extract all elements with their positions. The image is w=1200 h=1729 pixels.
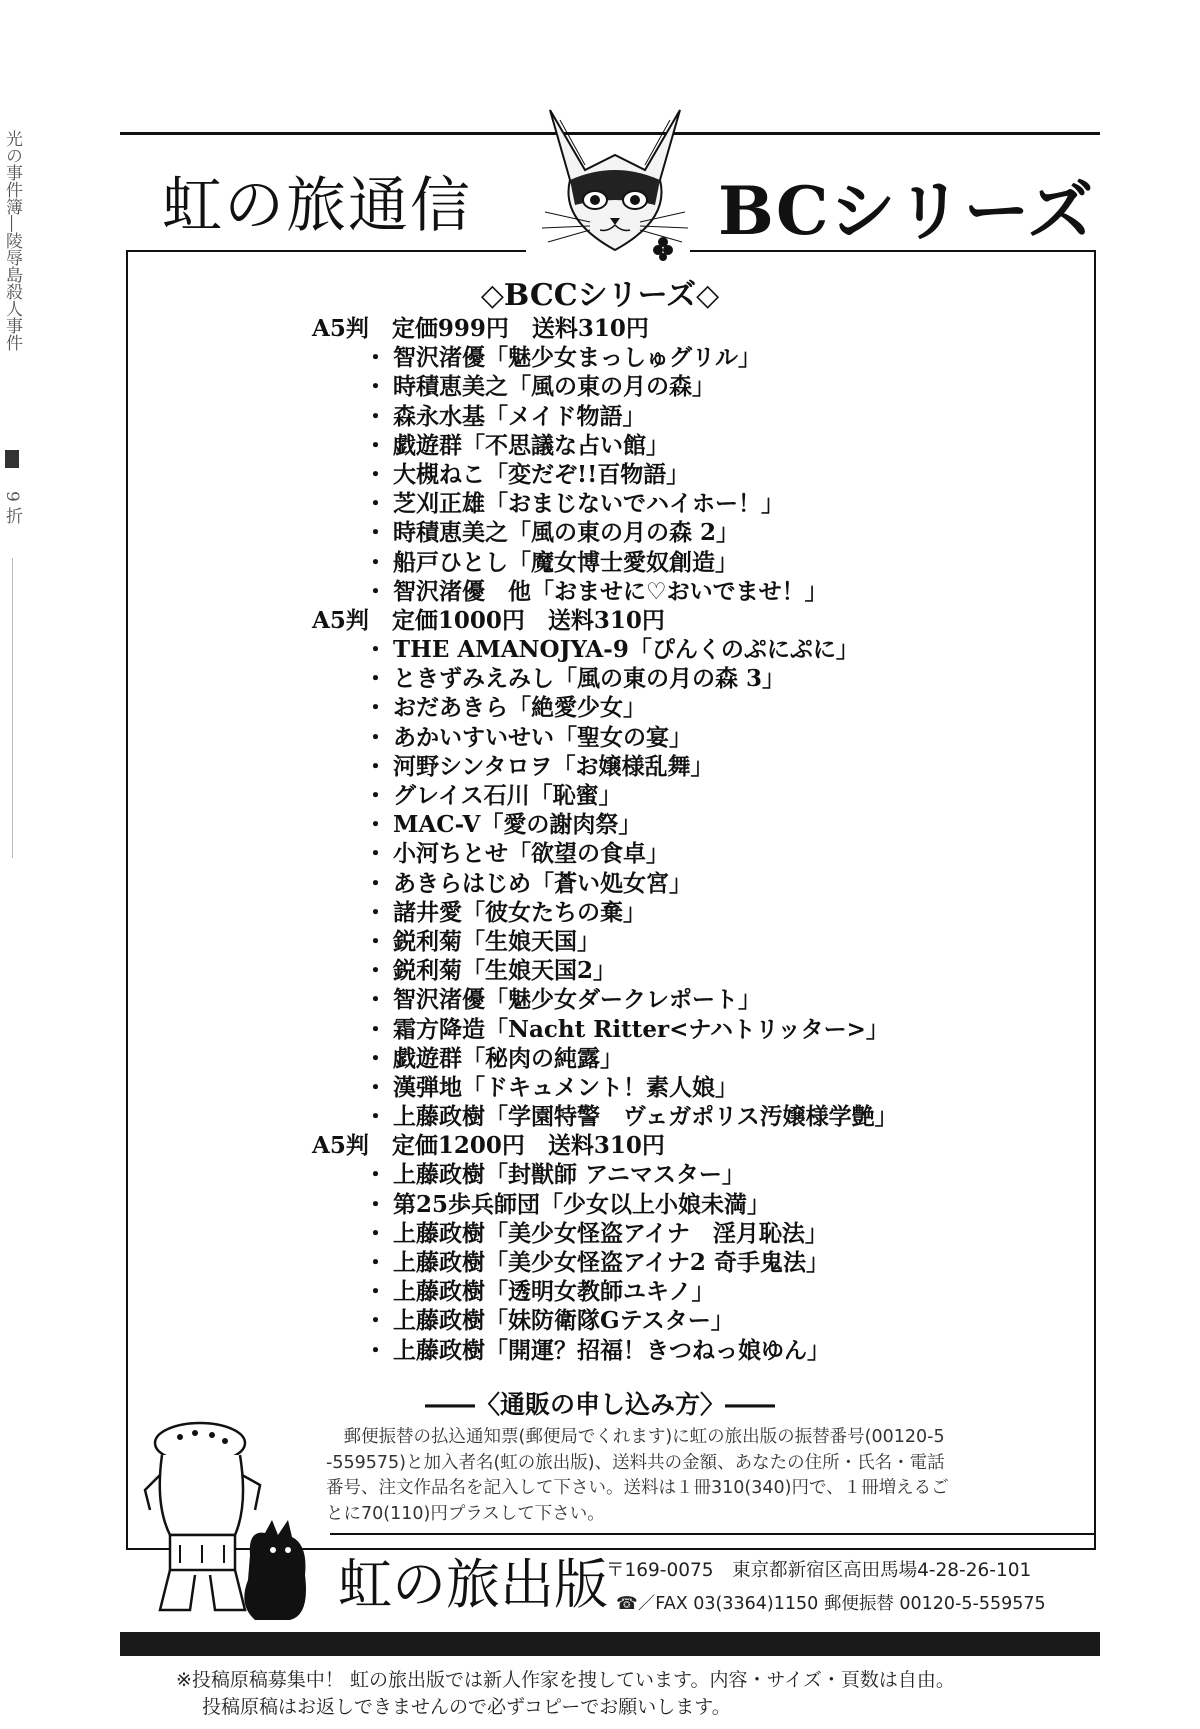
list-item: ・ 上藤政樹「妹防衛隊Gテスター」	[364, 1307, 734, 1335]
order-line: -559575)と加入者名(虹の旅出版)、送料共の金額、あなたの住所・氏名・電話	[326, 1452, 945, 1473]
spine-block-mark	[5, 450, 19, 468]
list-item: ・ 小河ちとせ「欲望の食卓」	[364, 840, 669, 868]
list-item: ・ 智沢渚優「魅少女ダークレポート」	[364, 986, 761, 1014]
list-item: ・ 鋭利菊「生娘天国」	[364, 927, 600, 955]
list-item: ・ あきらはじめ「蒼い処女宮」	[364, 869, 692, 897]
publisher-rule	[330, 1533, 1096, 1535]
section-heading: A5判 定価1200円 送料310円	[312, 1132, 665, 1160]
spine-title: 光の事件簿―陵辱島殺人事件	[2, 129, 22, 351]
frame-top-right	[690, 250, 1096, 252]
list-item: ・ 上藤政樹「開運？招福！きつねっ娘ゆん」	[364, 1336, 830, 1364]
list-item: ・ グレイス石川「恥蜜」	[364, 782, 622, 809]
publisher-name: 虹の旅出版	[338, 1553, 608, 1616]
list-item: ・ 河野シンタロヲ「お嬢様乱舞」	[364, 752, 714, 780]
frame-top-left	[126, 250, 526, 252]
list-item: ・ おだあきら「絶愛少女」	[364, 694, 646, 722]
section-heading: A5判 定価1000円 送料310円	[312, 606, 665, 634]
series-heading: ◇BCCシリーズ◇	[480, 278, 720, 313]
list-item: ・ 上藤政樹「学園特警 ヴェガポリス汚嬢様学艶」	[364, 1103, 898, 1131]
order-line: とに70(110)円プラスして下さい。	[326, 1503, 605, 1524]
list-item: ・ 上藤政樹「美少女怪盗アイナ 淫月恥法」	[364, 1219, 828, 1247]
list-item: ・ 諸井愛「彼女たちの棄」	[364, 898, 646, 926]
list-item: ・ MAC-V「愛の謝肉祭」	[364, 811, 642, 839]
list-item: ・ 漢弾地「ドキュメント！素人娘」	[364, 1073, 738, 1101]
mascot-illustration-icon	[140, 1415, 330, 1625]
list-item: ・ 芝刈正雄「おまじないでハイホー！」	[364, 490, 784, 518]
publisher-address: 〒169-0075 東京都新宿区高田馬場4-28-26-101	[606, 1560, 1032, 1581]
submission-notice-line-2: 投稿原稿はお返しできませんので必ずコピーでお願いします。	[202, 1696, 731, 1718]
list-item: ・ 智沢渚優「魅少女まっしゅグリル」	[364, 344, 761, 372]
publisher-contact: ☎／FAX 03(3364)1150 郵便振替 00120-5-559575	[616, 1594, 1046, 1614]
order-line: 番号、注文作品名を記入して下さい。送料は１冊310(340)円で、１冊増えるご	[326, 1478, 949, 1498]
spine-text	[2, 90, 22, 858]
list-item: ・ 智沢渚優 他「おませに♡おいでませ！」	[364, 577, 828, 605]
list-item: ・ 森永水基「メイド物語」	[364, 402, 646, 430]
newsletter-title: 虹の旅通信	[162, 171, 472, 241]
list-item: ・ あかいすいせい「聖女の宴」	[364, 723, 692, 751]
list-item: ・ 鋭利菊「生娘天国2」	[364, 957, 617, 985]
list-item: ・ 時積恵美之「風の東の月の森 2」	[364, 519, 740, 547]
list-item: ・ THE AMANOJYA-9「ぴんくのぷにぷに」	[364, 636, 859, 664]
order-instructions-body	[326, 1425, 1056, 1527]
order-instructions-heading: ――〈通販の申し込み方〉――	[424, 1390, 775, 1419]
order-line: 郵便振替の払込通知票(郵便局でくれます)に虹の旅出版の振替番号(00120-5	[326, 1427, 945, 1447]
spine-rule	[12, 558, 13, 858]
black-divider-bar	[120, 1632, 1100, 1656]
list-item: ・ 大槻ねこ「変だぞ!!百物語」	[364, 460, 690, 488]
spine-fold-mark: 9 折	[2, 491, 22, 525]
list-item: ・ 霜方降造「Nacht Ritter<ナハトリッター>」	[364, 1015, 889, 1043]
cat-illustration-icon	[530, 100, 700, 270]
list-item: ・ 船戸ひとし「魔女博士愛奴創造」	[364, 548, 738, 576]
list-item: ・ 第25歩兵師団「少女以上小娘未満」	[364, 1190, 771, 1218]
section-heading: A5判 定価999円 送料310円	[312, 315, 649, 342]
list-item: ・ 上藤政樹「透明女教師ユキノ」	[364, 1278, 715, 1306]
series-banner-title: BCシリーズ	[718, 172, 1095, 250]
list-item: ・ 戯遊群「不思議な占い館」	[364, 431, 669, 459]
submission-notice-line-1: ※投稿原稿募集中！ 虹の旅出版では新人作家を捜しています。内容・サイズ・頁数は自由。	[176, 1669, 955, 1691]
list-item: ・ 上藤政樹「美少女怪盗アイナ2 奇手鬼法」	[364, 1249, 829, 1276]
list-item: ・ ときずみえみし「風の東の月の森 3」	[364, 665, 786, 693]
list-item: ・ 上藤政樹「封獣師 アニマスター」	[364, 1161, 745, 1189]
list-item: ・ 戯遊群「秘肉の純露」	[364, 1044, 623, 1072]
list-item: ・ 時積恵美之「風の東の月の森」	[364, 373, 715, 401]
catalog-list	[312, 314, 1072, 1365]
